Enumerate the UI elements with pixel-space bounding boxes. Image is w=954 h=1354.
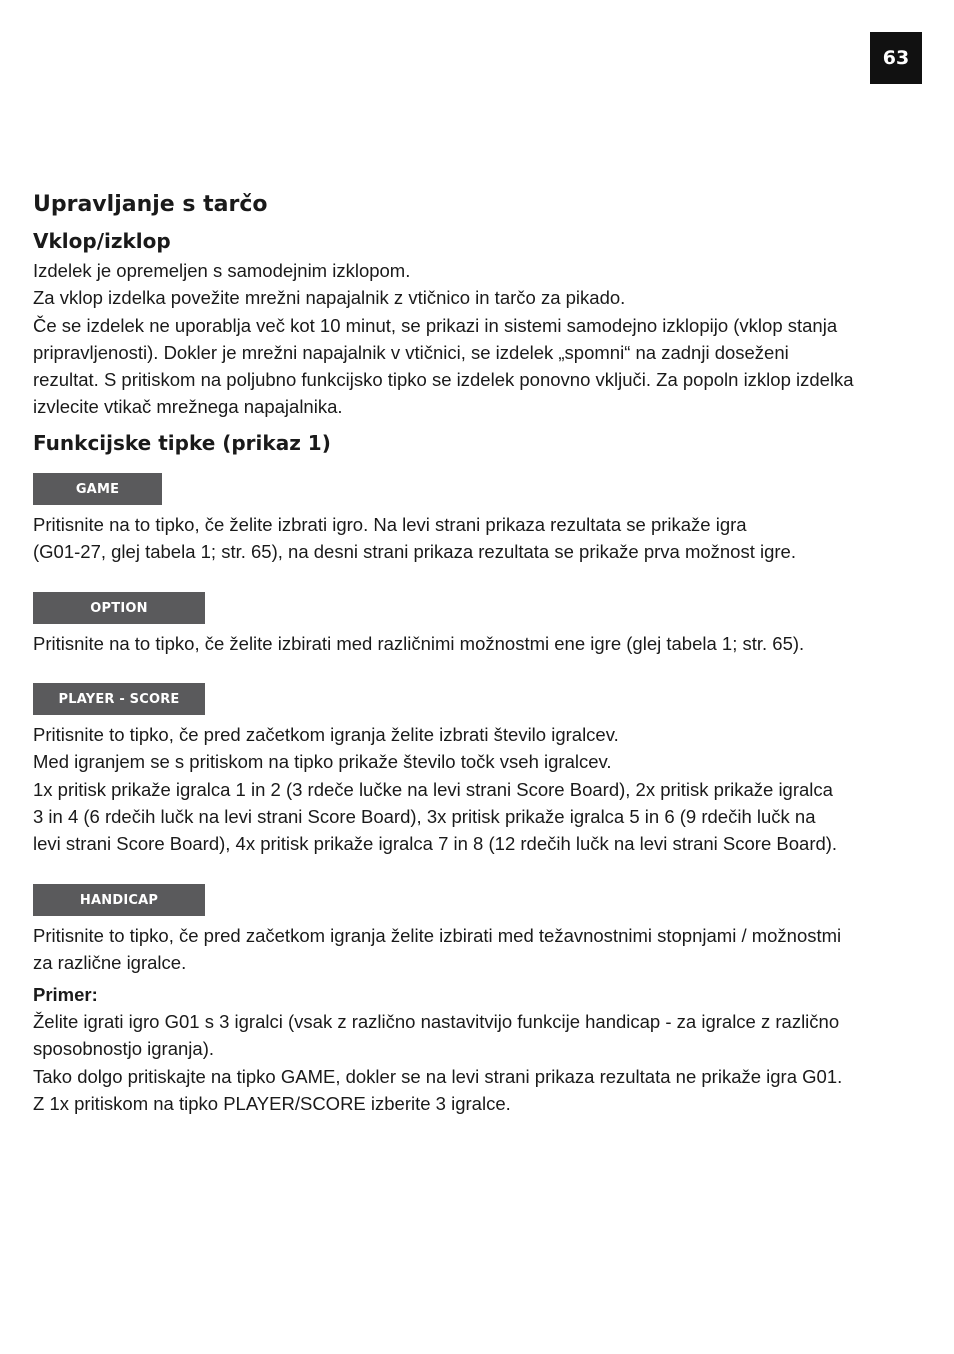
text-line: Pritisnite to tipko, če pred začetkom igranja želite izbrati število igralcev. (33, 724, 619, 745)
game-description (33, 511, 923, 566)
text-line: za različne igralce. (33, 952, 187, 974)
text-line: Med igranjem se s pritiskom na tipko prikaže število točk vseh igralcev. (33, 751, 612, 773)
handicap-key-label: HANDICAP (33, 884, 205, 916)
option-key-label: OPTION (33, 592, 205, 624)
function-keys-heading: Funkcijske tipke (prikaz 1) (33, 431, 331, 455)
example-description (33, 1008, 923, 1117)
text-line: Če se izdelek ne uporablja več kot 10 minut, se prikazi in sistemi samodejno izklopijo (vklop stanja (33, 314, 838, 336)
player-score-description (33, 721, 923, 857)
text-line: 1x pritisk prikaže igralca 1 in 2 (3 rdeče lučke na levi strani Score Board), 2x pritisk prikaže igralca (33, 778, 833, 800)
page-number: 63 (870, 32, 922, 84)
text-line: pripravljenosti). Dokler je mrežni napajalnik v vtičnici, se izdelek „spomni“ na zadnji doseženi (33, 341, 789, 363)
text-line: Pritisnite na to tipko, če želite izbirati med različnimi možnostmi ene igre (glej tabela 1; str. 65). (33, 633, 805, 654)
example-label: Primer: (33, 984, 98, 1005)
section-title: Upravljanje s tarčo (33, 192, 268, 217)
text-line: sposobnostjo igranja). (33, 1038, 214, 1060)
game-key-label: GAME (33, 473, 162, 505)
option-description (33, 630, 923, 657)
text-line: 3 in 4 (6 rdečih lučk na levi strani Score Board), 3x pritisk prikaže igralca 5 in 6 (9 rdečih lučk na (33, 805, 816, 827)
text-line: Z 1x pritiskom na tipko PLAYER/SCORE izberite 3 igralce. (33, 1092, 511, 1114)
text-line: levi strani Score Board), 4x pritisk prikaže igralca 7 in 8 (12 rdečih lučk na levi strani Score Board). (33, 833, 838, 855)
text-line: (G01-27, glej tabela 1; str. 65), na desni strani prikaza rezultata se prikaže prva možnost igre. (33, 541, 796, 563)
handicap-description (33, 922, 923, 977)
text-line: Tako dolgo pritiskajte na tipko GAME, dokler se na levi strani prikaza rezultata ne prikaže igra G01. (33, 1065, 843, 1087)
text-line: Izdelek je opremeljen s samodejnim izklopom. (33, 260, 411, 281)
text-line: Pritisnite na to tipko, če želite izbrati igro. Na levi strani prikaza rezultata se prikaže igra (33, 514, 747, 535)
text-line: Za vklop izdelka povežite mrežni napajalnik z vtičnico in tarčo za pikado. (33, 287, 626, 309)
text-line: rezultat. S pritiskom na poljubno funkcijsko tipko se izdelek ponovno vključi. Za popoln izklop izdelka (33, 369, 854, 391)
text-line: Pritisnite to tipko, če pred začetkom igranja želite izbirati med težavnostnimi stopnjami / možnostmi (33, 925, 842, 946)
onoff-heading: Vklop/izklop (33, 229, 171, 253)
text-line: Želite igrati igro G01 s 3 igralci (vsak z različno nastavitvijo funkcije handicap - za igralce z različno (33, 1011, 840, 1032)
onoff-paragraph (33, 257, 923, 421)
text-line: izvlecite vtikač mrežnega napajalnika. (33, 396, 343, 418)
player-score-key-label: PLAYER - SCORE (33, 683, 205, 715)
